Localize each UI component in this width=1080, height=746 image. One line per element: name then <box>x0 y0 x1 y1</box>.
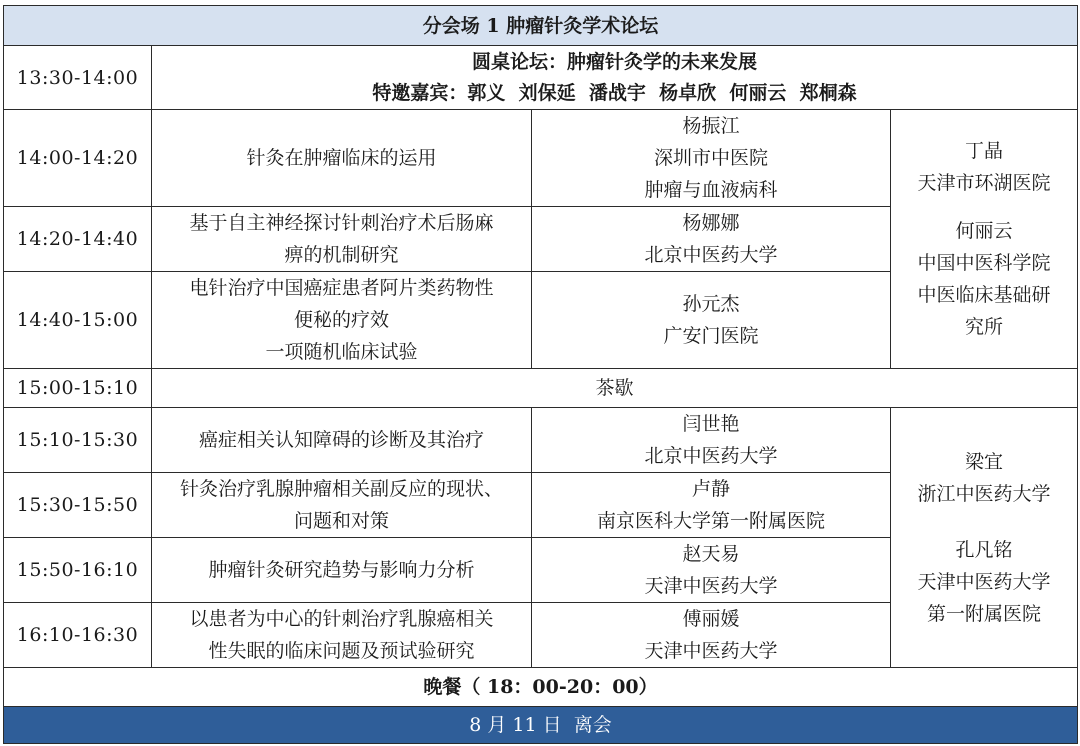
speaker-affiliation: 深圳市中医院 <box>653 147 768 169</box>
speaker-cell <box>532 538 891 603</box>
topic-cell <box>152 538 532 603</box>
schedule-table <box>3 5 1078 744</box>
speaker-name: 闫世艳 <box>682 413 740 435</box>
speaker-affiliation: 天津中医药大学 <box>644 640 778 662</box>
dinner-row: 晚餐（ 18：00-20：00） <box>4 668 1078 707</box>
chair-cell <box>891 110 1078 369</box>
chair-affiliation: 天津市环湖医院 <box>917 172 1051 194</box>
chair-affiliation: 第一附属医院 <box>927 602 1042 625</box>
speaker-cell <box>532 408 891 473</box>
topic-line: 便秘的疗效 <box>293 309 389 331</box>
speaker-affiliation: 北京中医药大学 <box>644 445 778 467</box>
time-cell: 15:30-15:50 <box>4 473 152 538</box>
speaker-cell <box>532 110 891 207</box>
topic-line: 痹的机制研究 <box>284 244 399 266</box>
break-label: 茶歇 <box>152 369 1078 408</box>
chair-name: 何丽云 <box>955 220 1013 242</box>
chair-name: 丁晶 <box>965 140 1004 162</box>
chair-affiliation: 中国中医科学院 <box>917 252 1051 274</box>
time-cell: 14:40-15:00 <box>4 272 152 369</box>
topic-line: 一项随机临床试验 <box>265 341 418 363</box>
chair-affiliation: 天津中医药大学 <box>917 570 1051 593</box>
departure-banner: 8 月 11 日 离会 <box>4 707 1078 744</box>
chair-affiliation: 浙江中医药大学 <box>917 482 1051 505</box>
roundtable-cell <box>152 46 1078 110</box>
time-cell: 16:10-16:30 <box>4 603 152 668</box>
speaker-affiliation: 南京医科大学第一附属医院 <box>596 510 825 532</box>
chair-affiliation: 究所 <box>965 316 1004 338</box>
chair-name: 梁宜 <box>965 450 1004 473</box>
time-cell: 15:00-15:10 <box>4 369 152 408</box>
topic-line: 性失眠的临床问题及预试验研究 <box>208 640 475 662</box>
speaker-cell <box>532 207 891 272</box>
time-cell: 14:00-14:20 <box>4 110 152 207</box>
speaker-cell <box>532 473 891 538</box>
chair-name: 孔凡铭 <box>955 538 1013 561</box>
topic-line: 针灸治疗乳腺肿瘤相关副反应的现状、 <box>179 478 503 500</box>
topic-cell <box>152 272 532 369</box>
speaker-name: 傅丽媛 <box>682 608 740 630</box>
speaker-name: 孙元杰 <box>682 293 740 315</box>
speaker-name: 赵天易 <box>682 543 740 565</box>
topic-line: 问题和对策 <box>293 510 389 532</box>
chair-affiliation: 中医临床基础研 <box>917 284 1051 306</box>
time-cell: 13:30-14:00 <box>4 46 152 110</box>
topic-line: 针灸在肿瘤临床的运用 <box>246 147 437 169</box>
topic-cell <box>152 207 532 272</box>
time-cell: 14:20-14:40 <box>4 207 152 272</box>
speaker-affiliation: 广安门医院 <box>663 325 759 347</box>
speaker-cell <box>532 272 891 369</box>
time-cell: 15:10-15:30 <box>4 408 152 473</box>
topic-line: 癌症相关认知障碍的诊断及其治疗 <box>198 429 484 451</box>
speaker-name: 卢静 <box>691 478 730 500</box>
speaker-cell <box>532 603 891 668</box>
time-cell: 15:50-16:10 <box>4 538 152 603</box>
topic-line: 以患者为中心的针刺治疗乳腺癌相关 <box>189 608 494 630</box>
spacer <box>891 510 1077 534</box>
roundtable-guests: 特邀嘉宾：郭义 刘保延 潘战宇 杨卓欣 何丽云 郑桐森 <box>372 81 857 104</box>
topic-cell <box>152 110 532 207</box>
roundtable-title: 圆桌论坛：肿瘤针灸学的未来发展 <box>472 50 758 73</box>
topic-line: 肿瘤针灸研究趋势与影响力分析 <box>208 559 475 581</box>
speaker-name: 杨振江 <box>682 115 740 137</box>
speaker-affiliation: 天津中医药大学 <box>644 575 778 597</box>
spacer <box>891 199 1077 215</box>
topic-cell <box>152 603 532 668</box>
section-header: 分会场 1 肿瘤针灸学术论坛 <box>4 6 1078 46</box>
topic-line: 基于自主神经探讨针刺治疗术后肠麻 <box>189 212 494 234</box>
speaker-affiliation: 北京中医药大学 <box>644 244 778 266</box>
topic-line: 电针治疗中国癌症患者阿片类药物性 <box>189 277 494 299</box>
topic-cell <box>152 473 532 538</box>
speaker-affiliation: 肿瘤与血液病科 <box>644 179 778 201</box>
speaker-name: 杨娜娜 <box>682 212 740 234</box>
topic-cell <box>152 408 532 473</box>
chair-cell <box>891 408 1078 668</box>
